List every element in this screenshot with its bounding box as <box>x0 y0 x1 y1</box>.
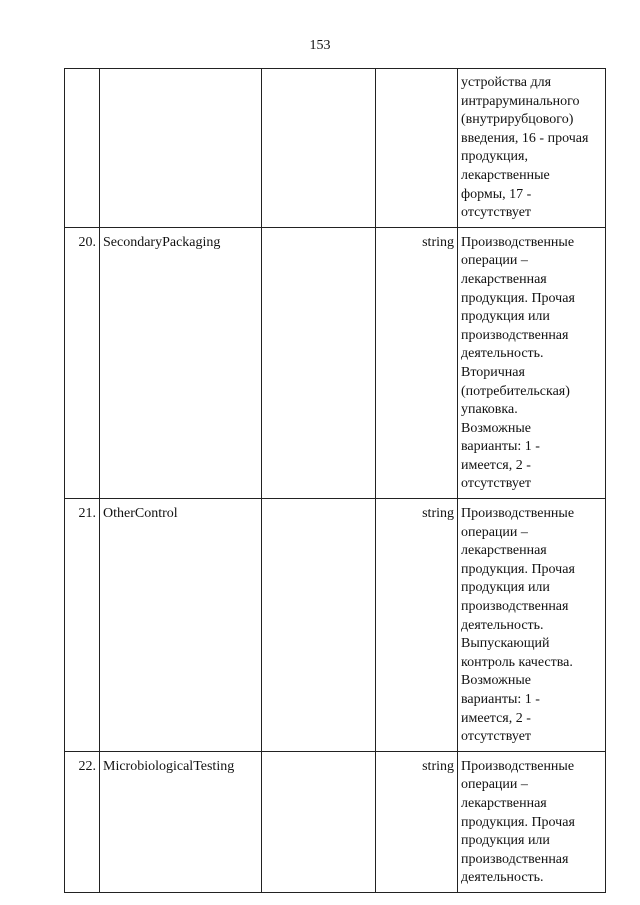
note-line: Возможные <box>461 673 531 689</box>
cell-note <box>458 227 606 498</box>
note-line: интраруминального <box>461 93 580 109</box>
note-line: лекарственная <box>461 271 547 287</box>
note-line: Вторичная <box>461 364 525 380</box>
note-line: производственная <box>461 327 569 343</box>
cell-description <box>262 69 376 228</box>
cell-type: string <box>376 751 458 892</box>
cell-name: SecondaryPackaging <box>100 227 262 498</box>
fields-table <box>64 68 606 893</box>
note-line: производственная <box>461 851 569 867</box>
note-line: контроль качества. <box>461 654 573 670</box>
note-line: упаковка. <box>461 402 518 418</box>
cell-number: 21. <box>65 499 100 752</box>
cell-description <box>262 227 376 498</box>
note-line: лекарственная <box>461 543 547 559</box>
note-line: деятельность. <box>461 346 544 362</box>
note-line: деятельность. <box>461 870 544 886</box>
note-line: введения, 16 - прочая <box>461 130 589 146</box>
note-line: (потребительская) <box>461 383 570 399</box>
note-line: Выпускающий <box>461 636 550 652</box>
cell-note <box>458 69 606 228</box>
note-line: варианты: 1 - <box>461 692 540 707</box>
note-line: операции – <box>461 524 528 540</box>
cell-type: string <box>376 227 458 498</box>
note-line: деятельность. <box>461 617 544 633</box>
cell-description <box>262 499 376 752</box>
cell-name: MicrobiologicalTesting <box>100 751 262 892</box>
table-row-continuation <box>65 69 606 228</box>
cell-name <box>100 69 262 228</box>
note-line: отсутствует <box>461 476 532 492</box>
note-line: лекарственная <box>461 795 547 811</box>
cell-number <box>65 69 100 228</box>
note-line: имеется, 2 - <box>461 457 531 473</box>
note-line: (внутрирубцового) <box>461 112 574 128</box>
table-row <box>65 751 606 892</box>
note-line: продукция. Прочая <box>461 290 575 306</box>
note-line: продукция, <box>461 149 528 165</box>
table-row <box>65 499 606 752</box>
cell-type <box>376 69 458 228</box>
note-line: формы, 17 - <box>461 186 532 202</box>
note-line: операции – <box>461 253 528 269</box>
note-line: продукция или <box>461 580 550 596</box>
note-line: Производственные <box>461 234 575 250</box>
note-line: продукция. Прочая <box>461 561 575 577</box>
cell-number: 20. <box>65 227 100 498</box>
note-line: лекарственные <box>461 167 550 183</box>
cell-note <box>458 751 606 892</box>
note-line: продукция или <box>461 833 550 849</box>
note-line: продукция. Прочая <box>461 814 575 830</box>
cell-number: 22. <box>65 751 100 892</box>
note-line: варианты: 1 - <box>461 439 540 455</box>
note-line: устройства для <box>461 75 552 90</box>
note-line: отсутствует <box>461 205 532 221</box>
note-line: производственная <box>461 599 569 615</box>
note-line: Производственные <box>461 758 575 774</box>
note-line: операции – <box>461 777 528 793</box>
cell-name: OtherControl <box>100 499 262 752</box>
cell-note <box>458 499 606 752</box>
note-line: продукция или <box>461 309 550 325</box>
note-line: Производственные <box>461 506 575 522</box>
page-number: 153 <box>309 38 331 53</box>
note-line: отсутствует <box>461 729 532 745</box>
note-line: Возможные <box>461 420 531 436</box>
table-row <box>65 227 606 498</box>
cell-type: string <box>376 499 458 752</box>
cell-description <box>262 751 376 892</box>
note-line: имеется, 2 - <box>461 710 531 726</box>
